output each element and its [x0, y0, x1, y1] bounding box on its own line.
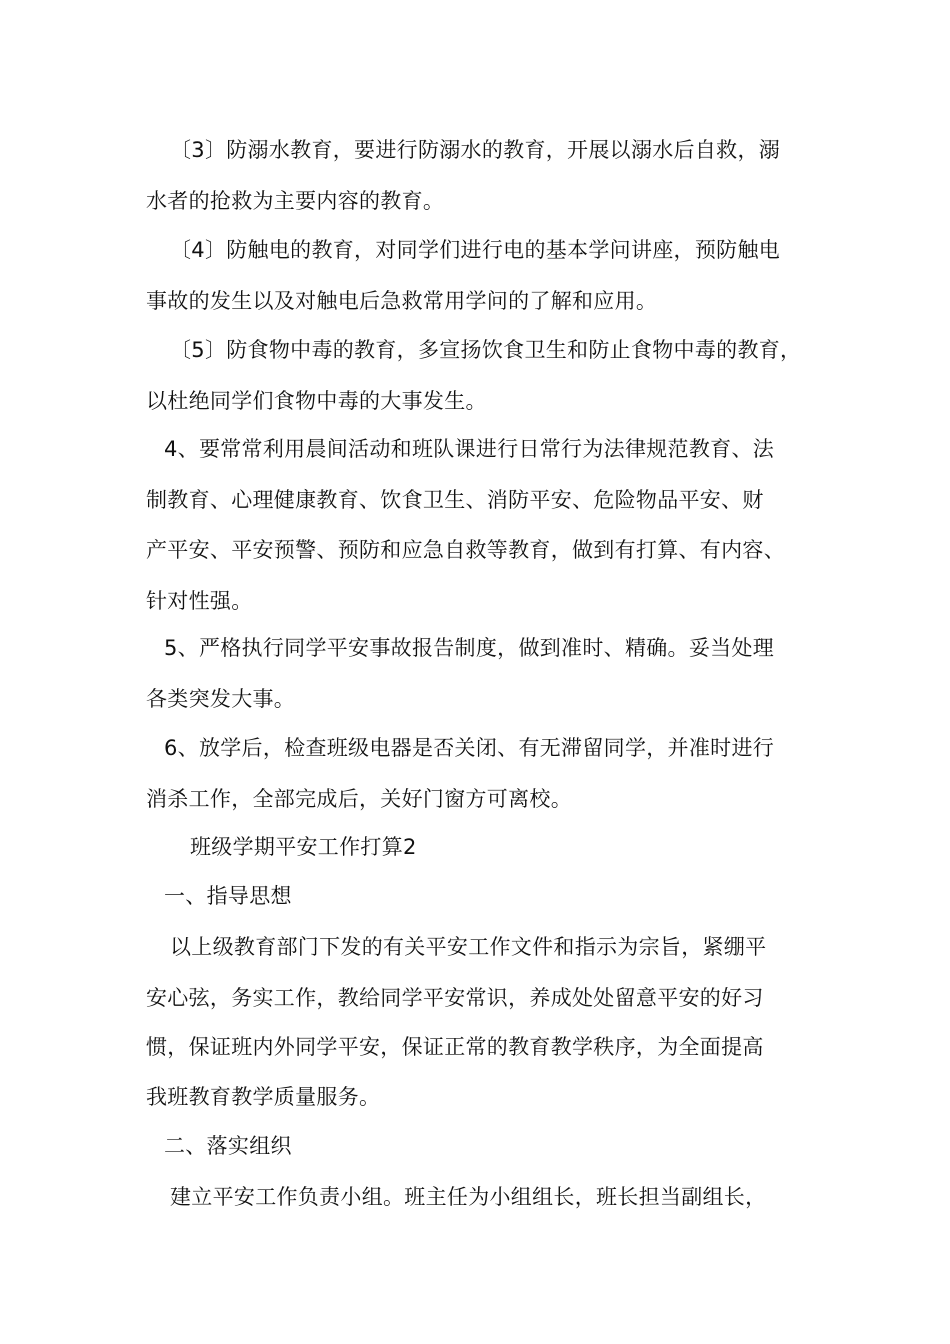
section-title: 班级学期平安工作打算2 — [190, 835, 417, 859]
text-line: 〔5〕防食物中毒的教育，多宣扬饮食卫生和防止食物中毒的教育， — [170, 338, 802, 362]
text-line: 〔4〕防触电的教育，对同学们进行电的基本学问讲座，预防触电 — [170, 238, 781, 262]
section-heading: 二、落实组织 — [164, 1134, 292, 1158]
text-line: 各类突发大事。 — [146, 687, 296, 711]
text-line: 建立平安工作负责小组。班主任为小组组长，班长担当副组长， — [170, 1185, 767, 1209]
text-line: 水者的抢救为主要内容的教育。 — [146, 189, 445, 213]
text-line: 制教育、心理健康教育、饮食卫生、消防平安、危险物品平安、财 — [146, 488, 764, 512]
text-line: 安心弦，务实工作，教给同学平安常识，养成处处留意平安的好习 — [146, 986, 764, 1010]
text-line: 以上级教育部门下发的有关平安工作文件和指示为宗旨，紧绷平 — [170, 935, 767, 959]
text-line: 5、严格执行同学平安事故报告制度，做到准时、精确。妥当处理 — [164, 636, 775, 660]
text-line: 事故的发生以及对触电后急救常用学问的了解和应用。 — [146, 289, 658, 313]
section-heading: 一、指导思想 — [164, 884, 292, 908]
text-line: 产平安、平安预警、预防和应急自救等教育，做到有打算、有内容、 — [146, 538, 785, 562]
text-line: 针对性强。 — [146, 589, 253, 613]
text-line: 以杜绝同学们食物中毒的大事发生。 — [146, 389, 487, 413]
text-line: 我班教育教学质量服务。 — [146, 1085, 381, 1109]
text-line: 6、放学后，检查班级电器是否关闭、有无滞留同学，并准时进行 — [164, 736, 775, 760]
text-line: 消杀工作，全部完成后，关好门窗方可离校。 — [146, 787, 572, 811]
text-line: 惯，保证班内外同学平安，保证正常的教育教学秩序，为全面提高 — [146, 1035, 764, 1059]
text-line: 〔3〕防溺水教育，要进行防溺水的教育，开展以溺水后自救，溺 — [170, 138, 781, 162]
text-line: 4、要常常利用晨间活动和班队课进行日常行为法律规范教育、法 — [164, 437, 775, 461]
